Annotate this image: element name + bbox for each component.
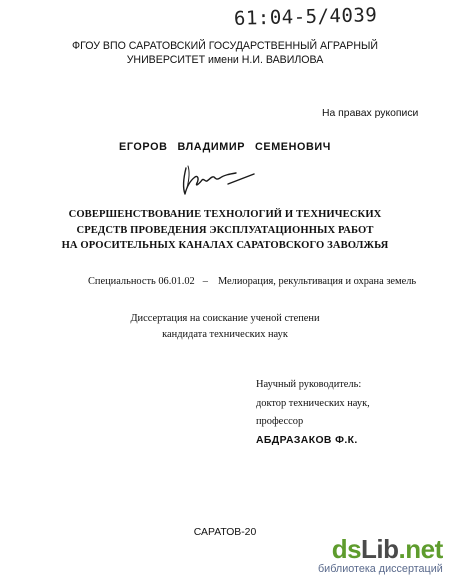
degree-statement <box>0 311 450 343</box>
archive-stamp: 61:04-5/4039 <box>233 4 378 30</box>
specialty-code: Специальность 06.01.02 <box>88 276 195 287</box>
university-line-1: ФГОУ ВПО САРАТОВСКИЙ ГОСУДАРСТВЕННЫЙ АГРАРНЫЙ <box>72 40 378 52</box>
handwritten-signature <box>176 160 256 205</box>
city-year: САРАТОВ-20 <box>193 527 257 538</box>
degree-line-1: Диссертация на соискание ученой степени <box>130 313 320 324</box>
dslib-watermark <box>318 536 443 575</box>
signature-graphic <box>176 160 256 200</box>
university-name <box>0 39 450 67</box>
supervisor-degree: доктор технических наук, <box>256 397 370 409</box>
supervisor-role: Научный руководитель: <box>256 379 362 390</box>
degree-line-2: кандидата технических наук <box>162 329 288 340</box>
watermark-brand-lib: Lib <box>361 534 399 564</box>
university-line-2: УНИВЕРСИТЕТ имени Н.И. ВАВИЛОВА <box>126 54 324 66</box>
watermark-brand-ds: ds <box>331 534 362 564</box>
supervisor-rank: профессор <box>256 416 304 427</box>
watermark-brand <box>318 536 443 562</box>
watermark-brand-net: .net <box>398 534 443 564</box>
author-patronymic: СЕМЕНОВИЧ <box>255 141 331 153</box>
author-name <box>0 141 450 153</box>
manuscript-rights-note: На правах рукописи <box>322 108 419 119</box>
watermark-subtitle: библиотека диссертаций <box>318 563 443 575</box>
author-first-name: ВЛАДИМИР <box>177 141 245 153</box>
title-line-3: НА ОРОСИТЕЛЬНЫХ КАНАЛАХ САРАТОВСКОГО ЗАВОЛЖЬЯ <box>61 240 389 252</box>
specialty-dash: – <box>202 276 208 287</box>
supervisor-block <box>256 376 370 450</box>
title-line-1: СОВЕРШЕНСТВОВАНИЕ ТЕХНОЛОГИЙ И ТЕХНИЧЕСКИХ <box>68 209 382 220</box>
specialty-line <box>88 276 416 287</box>
author-surname: ЕГОРОВ <box>119 141 168 153</box>
title-line-2: СРЕДСТВ ПРОВЕДЕНИЯ ЭКСПЛУАТАЦИОННЫХ РАБОТ <box>76 224 374 236</box>
dissertation-title <box>0 207 450 254</box>
supervisor-name: АБДРАЗАКОВ Ф.К. <box>256 434 358 446</box>
specialty-field: Мелиорация, рекультивация и охрана земель <box>217 276 417 287</box>
